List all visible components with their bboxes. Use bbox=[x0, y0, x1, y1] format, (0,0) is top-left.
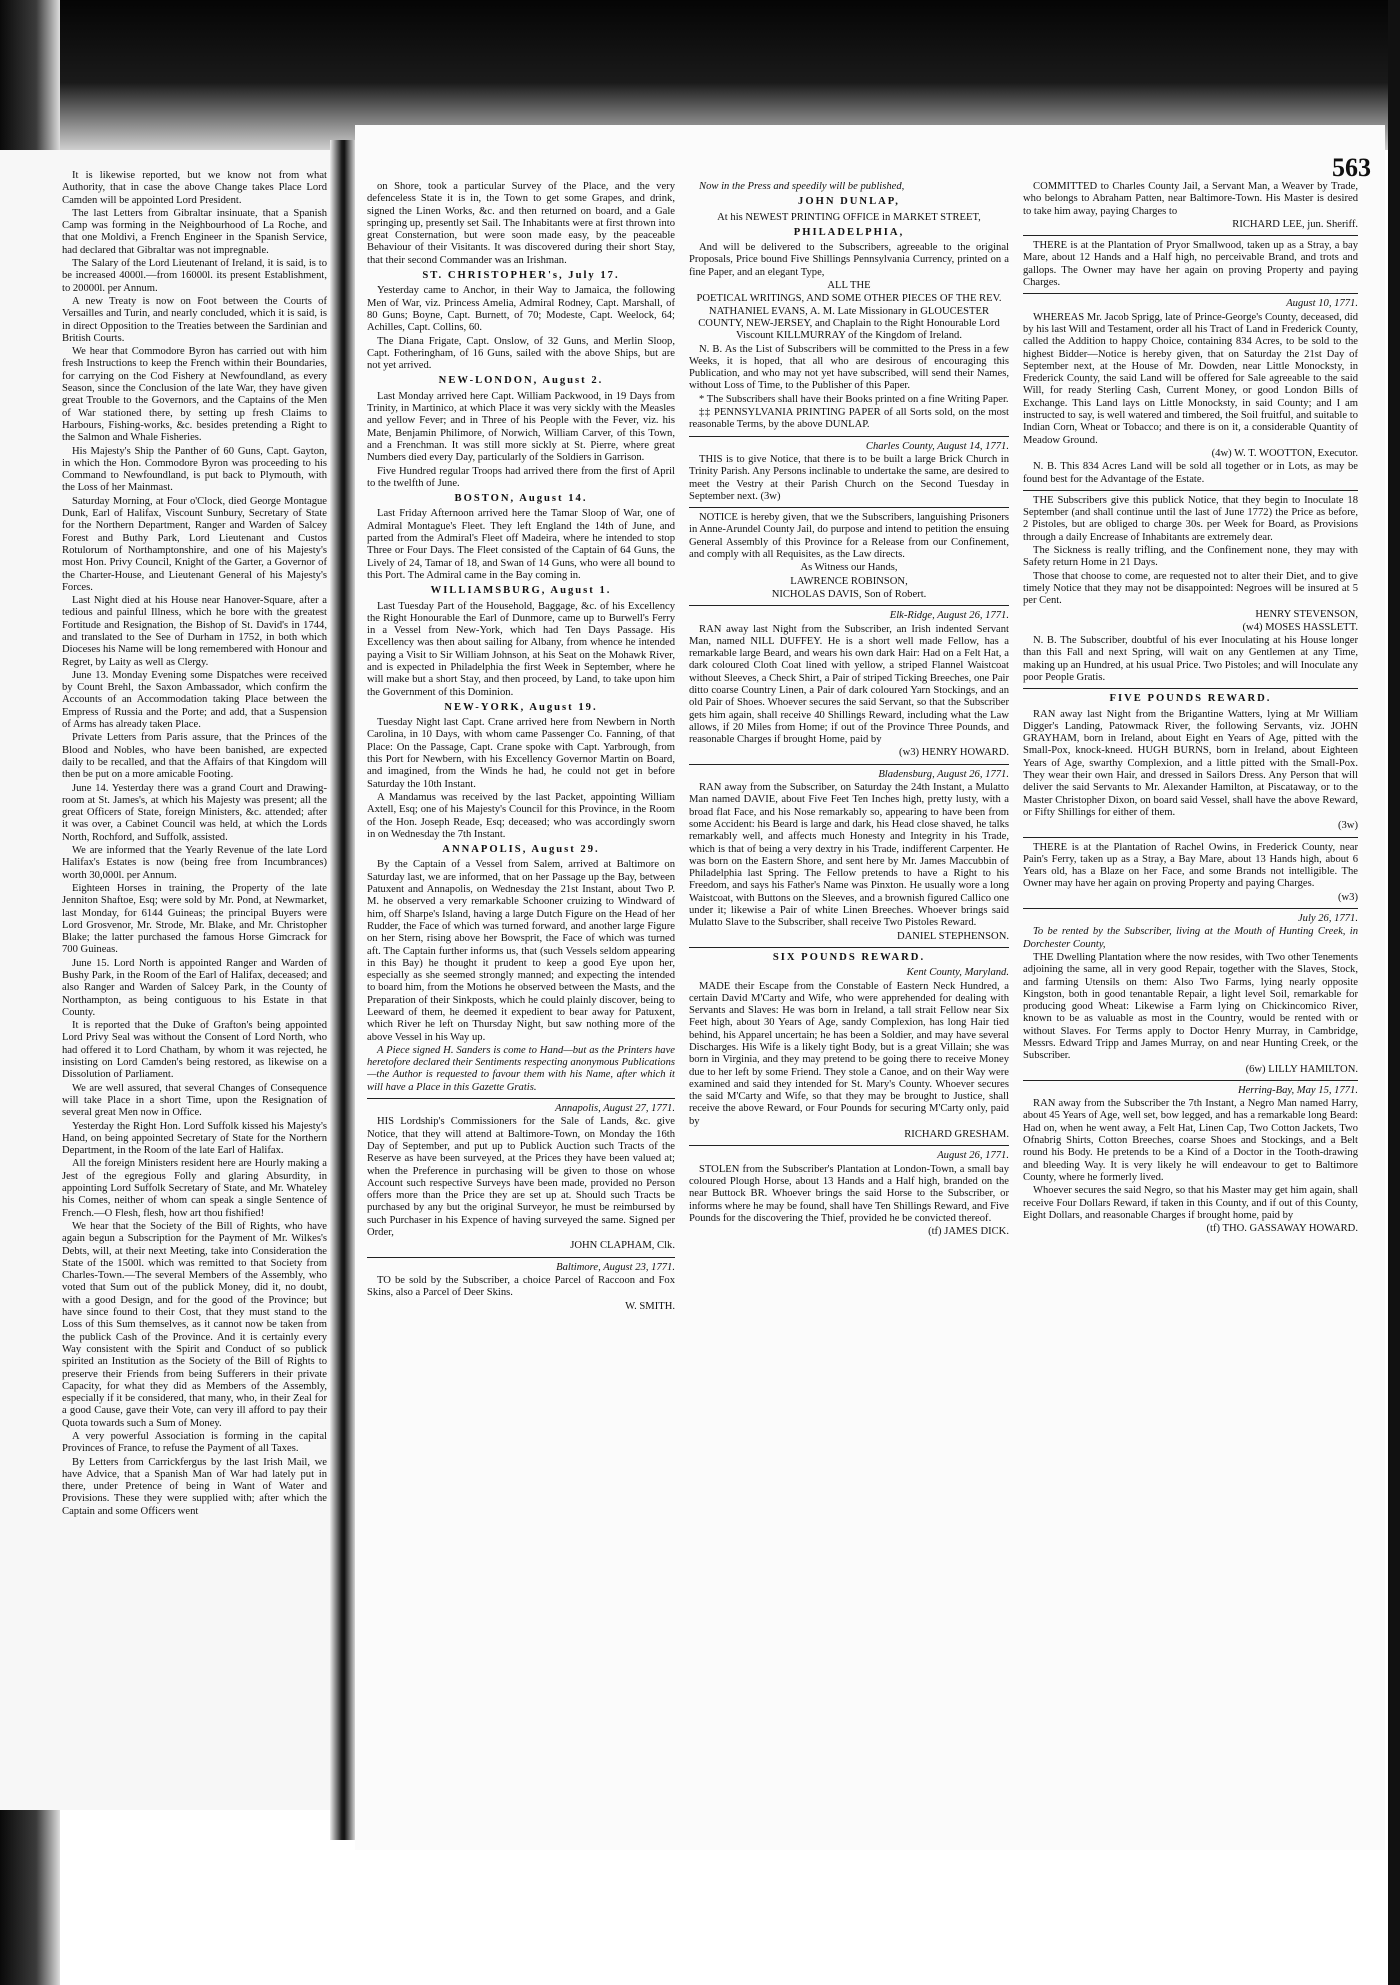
divider-rule bbox=[689, 764, 1009, 765]
text-paragraph: As Witness our Hands, bbox=[800, 562, 898, 574]
news-column-left bbox=[62, 170, 327, 1800]
text-paragraph: We are informed that the Yearly Revenue of the late Lord Halifax's Estates is now (being free from Incumbrances) worth 30,000l. per Annum. bbox=[62, 845, 327, 881]
text-paragraph: RAN away from the Subscriber, on Saturday the 24th Instant, a Mulatto Man named DAVIE, about Five Feet Ten Inches high, pretty lusty, with a broad flat Face, and his Nose remarkably so, appearing to have been from some Accident: his Beard is large and dark, his Head close shaved, he talks remarkably well, and affects much Honesty and Integrity in his Trade, which is that of being a very dextry in his Trade, indifferent Carpenter. He was born on the Eastern Shore, and sent here by Mr. James Maccubbin of Philadelphia last Spring. The Fellow pretends to have a Right to his Freedom, and says his Father's Name was Pinxton. He usually wore a long Waistcoat, with Buttons on the Sleeves, and a brownish figured Callico one under it; likewise a Pair of white Linen Breeches. Whoever brings said Mulatto Slave to the Subscriber, shall receive Two Pistoles Reward. bbox=[689, 782, 1009, 929]
section-heading: ANNAPOLIS, August 29. bbox=[442, 844, 600, 856]
dateline: Herring-Bay, May 15, 1771. bbox=[1237, 1084, 1358, 1096]
scan-shadow-right bbox=[1388, 0, 1400, 1985]
divider-rule bbox=[367, 1098, 675, 1099]
divider-rule bbox=[367, 1257, 675, 1258]
text-paragraph: We hear that Commodore Byron has carried out with him fresh Instructions to keep the French within their Boundaries, for carrying on the Cod Fishery at Newfoundland, as every Season, since the Conclusion of the late War, they have given great Trouble to the Governors, and the Captains of the Men of War stationed there, by setting up fresh Claims to Harbours, Fishing-works, &c. besides pretending a Right to the Salmon and Whale Fisheries. bbox=[62, 346, 327, 444]
text-paragraph: Now in the Press and speedily will be published, bbox=[699, 181, 905, 192]
signature: HENRY STEVENSON, bbox=[1255, 608, 1358, 620]
text-paragraph: Private Letters from Paris assure, that the Princes of the Blood and Nobles, who have been banished, are expected daily to be recalled, and that the Affairs of that Kingdom will then be put on a more amicable Footing. bbox=[62, 732, 327, 781]
text-paragraph: N. B. The Subscriber, doubtful of his ever Inoculating at his House longer than this Fall and next Spring, will wait on any Gentlemen at any Time, making up an Hundred, at his usual Price. Two Pistoles; and will Inoculate any poor People Gratis. bbox=[1023, 635, 1358, 683]
signature: (tf) JAMES DICK. bbox=[928, 1226, 1009, 1238]
text-paragraph: We are well assured, that several Changes of Consequence will take Place in a short Time, upon the Resignation of several great Men now in Office. bbox=[62, 1082, 327, 1119]
signature: W. SMITH. bbox=[625, 1300, 675, 1312]
text-paragraph: June 14. Yesterday there was a grand Court and Drawing-room at St. James's, at which his Majesty was present; all the great Officers of State, foreign Ministers, &c. attended; after it was over, a Cabinet Council was held, at which the Lords North, Rochford, and Suffolk, assisted. bbox=[62, 782, 327, 843]
section-heading: SIX POUNDS REWARD. bbox=[772, 951, 926, 963]
left-page bbox=[0, 150, 335, 1810]
text-paragraph: The Diana Frigate, Capt. Onslow, of 32 Guns, and Merlin Sloop, Capt. Fotheringham, of 16 Guns, sailed with the above Ships, but are not yet arrived. bbox=[367, 335, 675, 372]
text-paragraph: Last Monday arrived here Capt. William Packwood, in 19 Days from Trinity, in Martinico, at which Place it was very sickly with the Measles and yellow Fever; and in Three of his People with the Fever, viz. his Mate, Benjamin Philimore, of Norwich, William Carver, of this Town, and a Frenchman. It was still more sickly at St. Pierre, where great Numbers died every Day, particularly of the Soldiers in Garrison. bbox=[367, 390, 675, 464]
text-paragraph: RAN away last Night from the Subscriber, an Irish indented Servant Man, named NILL DUFFEY. He is a short well made Fellow, has a remarkable large Beard, and wears his own dark Hair: Had on a Felt Hat, a dark coloured Cloth Coat lined with yellow, a striped Flannel Waistcoat without Sleeves, a Check Shirt, a Pair of striped Ticking Breeches, one Pair ditto coarse Country Linen, a Pair of dark coloured Yarn Stockings, and an old Pair of Shoes. Whoever secures the said Servant, so that the Subscriber gets him again, shall receive 40 Shillings Reward, including what the Law allows, if 20 Miles from Home; if out of the Province Three Pounds, and reasonable Charges if brought Home, paid by bbox=[689, 623, 1009, 746]
text-paragraph: And will be delivered to the Subscribers, agreeable to the original Proposals, Price bound Five Shillings Pennsylvania Currency, printed on a fine Paper, and an elegant Type, bbox=[689, 242, 1009, 278]
section-heading: WILLIAMSBURG, August 1. bbox=[430, 585, 612, 597]
advert-column-center bbox=[689, 181, 1009, 1841]
divider-rule bbox=[1023, 490, 1358, 491]
text-paragraph: ‡‡ PENNSYLVANIA PRINTING PAPER of all Sorts sold, on the most reasonable Terms, by the above DUNLAP. bbox=[689, 407, 1009, 431]
signature: (w4) MOSES HASSLETT. bbox=[1242, 621, 1358, 633]
text-paragraph: THERE is at the Plantation of Rachel Owins, in Frederick County, near Pain's Ferry, taken up as a Stray, a Bay Mare, about 13 Hands high, about 6 Years old, has a Blaze on her Face, and some Brands not intelligible. The Owner may have her again on proving Property and paying Charges. bbox=[1023, 841, 1358, 890]
text-paragraph: THE Subscribers give this publick Notice, that they begin to Inoculate 18 September (and shall continue until the last of June 1772) the Price as before, 2 Pistoles, but are obliged to charge 30s. per Week for Board, as Provisions through a daily Encrease of Inhabitants are extremely dear. bbox=[1023, 494, 1358, 543]
text-paragraph: The Salary of the Lord Lieutenant of Ireland, it is said, is to be increased 4000l.—from 16000l. its present Establishment, to 20000l. per Annum. bbox=[62, 258, 327, 294]
dateline: Baltimore, August 23, 1771. bbox=[556, 1261, 675, 1273]
text-paragraph: Yesterday the Right Hon. Lord Suffolk kissed his Majesty's Hand, on being appointed Secretary of State for the Northern Department, in the Room of the late Earl of Halifax. bbox=[62, 1120, 327, 1157]
dateline: Kent County, Maryland. bbox=[906, 967, 1009, 979]
divider-rule bbox=[689, 1145, 1009, 1146]
signature: (w3) HENRY HOWARD. bbox=[899, 747, 1009, 759]
divider-rule bbox=[1023, 908, 1358, 909]
text-paragraph: HIS Lordship's Commissioners for the Sale of Lands, &c. give Notice, that they will attend at Baltimore-Town, on Monday the 16th Day of September, and put up to Publick Auction such Tracts of the Reserve as have been surveyed, at the Prices they have been valued at; when the Preference in purchasing will be given to those on whose Account such respective Surveys have been made, provided no Person offers more than the Price they are set up at. Should such Tracts be purchased by any but the original Surveyor, he must be reimbursed by such Purchaser in his Expence of having surveyed the same. Signed per Order, bbox=[367, 1116, 675, 1239]
text-paragraph: It is reported that the Duke of Grafton's being appointed Lord Privy Seal was without the Consent of Lord North, who had offered it to Lord Chatham, by whom it was rejected, he insisting on Lord Camden's being restored, as likewise on a Dissolution of Parliament. bbox=[62, 1020, 327, 1081]
text-paragraph: Whoever secures the said Negro, so that his Master may get him again, shall receive Four Dollars Reward, if taken in this County, and if out of this County, Eight Dollars, and reasonable Charges if brought home, paid by bbox=[1023, 1185, 1358, 1221]
text-paragraph: The last Letters from Gibraltar insinuate, that a Spanish Camp was forming in the Neighbourhood of La Roche, and that one Moldivi, a French Engineer in the Spanish Service, had declared that Gibraltar was not impregnable. bbox=[62, 207, 327, 256]
dateline: Elk-Ridge, August 26, 1771. bbox=[889, 610, 1009, 622]
dateline: July 26, 1771. bbox=[1297, 913, 1358, 925]
text-paragraph: LAWRENCE ROBINSON, bbox=[790, 575, 908, 587]
text-paragraph: STOLEN from the Subscriber's Plantation at London-Town, a small bay coloured Plough Horse, about 13 Hands and a Half high, branded on the near Buttock BR. Whoever brings the said Horse to the Subscriber, or informs where he may be found, shall have Ten Shillings Reward, and Five Pounds for the discovering the Thief, provided he be convicted thereof. bbox=[689, 1163, 1009, 1224]
text-paragraph: WHEREAS Mr. Jacob Sprigg, late of Prince-George's County, deceased, did by his last Will and Testament, order all his Tract of Land in Frederick County, called the Addition to happy Choice, containing 834 Acres, to be sold to the highest Bidder—Notice is hereby given, that on Saturday the 21st Day of September next, at the House of Mr. Dowden, near Little Monocksty, in Frederick County, the said Land will be offered for Sale agreeable to the said Will, for ready Sterling Cash, Current Money, or good London Bills of Exchange. This Land lays on Little Monocksty, in said County; and I am instructed to say, is well watered and timbered, the Soil fruitful, and suitable to Indian Corn, Wheat or Tobacco; and there is on it, a considerable Quantity of Meadow Ground. bbox=[1023, 311, 1358, 446]
text-paragraph: Last Friday Afternoon arrived here the Tamar Sloop of War, one of Admiral Montague's Fleet. They left England the 14th of June, and parted from the Admiral's Fleet off Madeira, where he intended to stop Three or Four Days. The Fleet consisted of the Captain of 64 Guns, the Lively of 24, Tamar of 18, and Swan of 14 Guns, who were all bound to this Port. The Admiral came in the Bay coming in. bbox=[367, 508, 675, 581]
signature: RICHARD GRESHAM. bbox=[904, 1129, 1009, 1141]
signature: (3w) bbox=[1337, 820, 1358, 832]
text-paragraph: Eighteen Horses in training, the Property of the late Jenniton Shaftoe, Esq; were sold by Mr. Pond, at Newmarket, last Monday, for 6144 Guineas; the principal Buyers were Lord Grosvenor, Mr. Strode, Mr. Blake, and Mr. Christopher Blake; the latter purchased the famous Horse Gimcrack for 700 Guineas. bbox=[62, 882, 327, 956]
text-paragraph: RAN away last Night from the Brigantine Watters, lying at Mr William Digger's Landing, Patowmack River, the following Servants, viz. JOHN GRAYHAM, born in Ireland, about Eight en Years of Age, pitted with the Small-Pox, knock-kneed. HUGH BURNS, born in Ireland, about Eighteen Years of Age, swarthy Complexion, and a little pitted with the Small-Pox. They wear their own Hair, and dressed in Sailors Dress. Any Person that will deliver the said Servants to Mr. Alexander Hamilton, at Piscataway, or to the Master Christopher Dixon, on board said Vessel, shall have the above Reward, or Fifty Shillings for either of them. bbox=[1023, 708, 1358, 818]
dateline: Bladensburg, August 26, 1771. bbox=[878, 768, 1009, 780]
text-paragraph: THIS is to give Notice, that there is to be built a large Brick Church in Trinity Parish. Any Persons inclinable to undertake the same, are desired to meet the Vestry at their Parish Church on the Second Tuesday in September next. (3w) bbox=[689, 453, 1009, 502]
text-paragraph: N. B. As the List of Subscribers will be committed to the Press in a few Weeks, it is hoped, that all who are desirous of encouraging this Publication, and who may not yet have subscribed, will send their Names, without Loss of Time, to the Publisher of this Paper. bbox=[689, 343, 1009, 392]
text-paragraph: NICHOLAS DAVIS, Son of Robert. bbox=[771, 588, 927, 600]
text-paragraph: on Shore, took a particular Survey of the Place, and the very defenceless State it is in, the Town to get some Grapes, and drink, signed the Linen Works, &c. and then returned on board, and a Gale springing up, presently set Sail. The Inhabitants were at first thrown into great Consternation, but were soon made easy, by the peaceable Behaviour of their Visitants. It was discovered during their short Stay, that their second Commander was an Irishman. bbox=[367, 181, 675, 266]
right-page bbox=[355, 125, 1385, 1850]
signature: JOHN CLAPHAM, Clk. bbox=[570, 1240, 675, 1252]
text-paragraph: TO be sold by the Subscriber, a choice Parcel of Raccoon and Fox Skins, also a Parcel of Deer Skins. bbox=[367, 1274, 675, 1299]
text-paragraph: NOTICE is hereby given, that we the Subscribers, languishing Prisoners in Anne-Arundel County Jail, do purpose and intend to petition the ensuing General Assembly of this Province for a Release from our Confinement, and comply with all Requisites, as the Law directs. bbox=[689, 512, 1009, 561]
book-gutter bbox=[330, 140, 356, 1840]
text-paragraph: By Letters from Carrickfergus by the last Irish Mail, we have Advice, that a Spanish Man of War had lately put in there, under Pretence of being in Want of Water and Provisions. These they were supplied with; after which the Captain and some Officers went bbox=[62, 1456, 327, 1517]
dateline: Annapolis, August 27, 1771. bbox=[555, 1103, 675, 1115]
signature: (w3) bbox=[1337, 891, 1358, 903]
news-column-middle bbox=[367, 181, 675, 1841]
divider-rule bbox=[1023, 688, 1358, 689]
dateline: Charles County, August 14, 1771. bbox=[865, 440, 1009, 452]
text-paragraph: * The Subscribers shall have their Books printed on a fine Writing Paper. bbox=[699, 393, 1009, 405]
text-paragraph: COMMITTED to Charles County Jail, a Servant Man, a Weaver by Trade, who belongs to Abraham Patten, near Baltimore-Town. His Master is desired to take him away, paying Charges to bbox=[1023, 181, 1358, 217]
section-heading: BOSTON, August 14. bbox=[454, 493, 588, 505]
text-paragraph: All the foreign Ministers resident here are Hourly making a Jest of the egregious Folly and glaring Absurdity, in appointing Lord Suffolk Secretary of State, and Mr. Whateley his Comes, neither of whom can speak a single Sentence of French.—O Flesh, flesh, how art thou fishified! bbox=[62, 1158, 327, 1219]
dateline: August 26, 1771. bbox=[937, 1150, 1009, 1162]
text-paragraph: A Mandamus was received by the last Packet, appointing William Axtell, Esq; one of his Majesty's Council for this Province, in the Room of the Hon. Joseph Reade, Esq; deceased; who was accordingly sworn in on Wednesday the 7th Instant. bbox=[367, 791, 675, 840]
text-paragraph: June 15. Lord North is appointed Ranger and Warden of Bushy Park, in the Room of the Earl of Halifax, deceased; and also Ranger and Warden of Salcey Park, in the County of Northampton, as being contiguous to his Estate in that County. bbox=[62, 957, 327, 1018]
dateline: August 10, 1771. bbox=[1286, 298, 1358, 310]
text-paragraph: Last Tuesday Part of the Household, Baggage, &c. of his Excellency the Right Honourable the Earl of Dunmore, came up to Burwell's Ferry in a Vessel from New-York, which had Ten Days Passage. His Excellency was then about sailing for Albany, from whence he intended paying a Visit to Sir William Johnson, at his Seat on the Mohawk River, and is expected in Philadelphia the first Week in September, where he will make but a short Stay, and then proceed, by Land, to take upon him the Government of this Dominion. bbox=[367, 600, 675, 698]
text-paragraph: The Sickness is really trifling, and the Confinement none, they may with Safety return Home in 21 Days. bbox=[1023, 545, 1358, 569]
text-paragraph: MADE their Escape from the Constable of Eastern Neck Hundred, a certain David M'Carty and Wife, who were apprehended for dealing with Servants and Slaves: He was born in Ireland, a tall strait Fellow near Six Feet high, about 30 Years of Age, sandy Complexion, has long Hair tied behind, his Apparel uncertain; he has been a Soldier, and may have several Discharges. His Wife is a likely tight Body, but is a great Villain; she was born in Virginia, and they may pretend to be going there to receive Money due to her left by some Friend. They stole a Canoe, and on their Way were examined and said they intended for St. Mary's County. Whoever secures the said M'Carty and Wife, so that they may be brought to Justice, shall receive the above Reward, or Four Pounds for securing M'Carty only, paid by bbox=[689, 980, 1009, 1127]
text-paragraph: N. B. This 834 Acres Land will be sold all together or in Lots, as may be found best for the Advantage of the Estate. bbox=[1023, 461, 1358, 485]
signature: (tf) THO. GASSAWAY HOWARD. bbox=[1206, 1223, 1358, 1235]
text-paragraph: Tuesday Night last Capt. Crane arrived here from Newbern in North Carolina, in 10 Days, with whom came Passenger Co. Fanning, of that Place: On the Passage, Capt. Crane spoke with Capt. Yarbrough, from this Port for Newbern, with his Excellency Governor Martin on Board, and imagined, from the Winds he had, he could not get in before Saturday the 10th Instant. bbox=[367, 717, 675, 790]
advert-column-right bbox=[1023, 181, 1358, 1841]
signature: (6w) LILLY HAMILTON. bbox=[1245, 1063, 1358, 1075]
section-heading: NEW-LONDON, August 2. bbox=[438, 375, 604, 387]
section-heading: FIVE POUNDS REWARD. bbox=[1109, 693, 1272, 705]
section-heading: ST. CHRISTOPHER's, July 17. bbox=[422, 270, 620, 282]
section-heading: JOHN DUNLAP, bbox=[798, 196, 900, 208]
section-heading: PHILADELPHIA, bbox=[793, 226, 905, 238]
divider-rule bbox=[1023, 235, 1358, 236]
text-paragraph: RAN away from the Subscriber the 7th Instant, a Negro Man named Harry, about 45 Years of Age, well set, bow legged, and has a remarkable long Beard: Had on, when he went away, a Felt Hat, Linen Cap, Two Cotton Jackets, Two Ofnabrig Shirts, Cotton Breeches, coarse Shoes and Stockings, and a Belt round his Body. He pretends to be a Kind of a Doctor in the Tooth-drawing and bleeding Way. It is very likely he will endeavour to get to Baltimore County, where he formerly lived. bbox=[1023, 1098, 1358, 1183]
divider-rule bbox=[1023, 293, 1358, 294]
text-paragraph: THERE is at the Plantation of Pryor Smallwood, taken up as a Stray, a bay Mare, about 12 Hands and a Half high, no perceivable Brand, and trots and gallops. The Owner may have her again on proving Property and paying Charges. bbox=[1023, 240, 1358, 289]
signature: (4w) W. T. WOOTTON, Executor. bbox=[1211, 447, 1358, 459]
text-paragraph: THE Dwelling Plantation where the now resides, with Two other Tenements adjoining the same, all in very good Repair, together with the Slaves, Stock, and farming Utensils on them: Also Two Farms, lying nearly opposite Kingston, both in good tenantable Repair, a light level Soil, remarkable for producing good Wheat: Likewise a Farm lying on Chickincomico River, known to be as valuable as most in the Country, would be rented with or without Slaves. For Terms apply to Doctor Henry Murray, in Cambridge, Messrs. Edward Tripp and James Murray, on and near Hunting Creek, or the Subscriber. bbox=[1023, 951, 1358, 1062]
signature: RICHARD LEE, jun. Sheriff. bbox=[1232, 218, 1358, 230]
text-paragraph: By the Captain of a Vessel from Salem, arrived at Baltimore on Saturday last, we are informed, that on her Passage up the Bay, between Patuxent and Annapolis, on Wednesday the 21st Instant, about Two P. M. he observed a very remarkable Schooner cruizing to Windward of him, off Sharpe's Island, having a large Dutch Figure on the Head of her Rudder, the Face of which was turned forward, and another large Figure on her Stern, rising above her Bowsprit, the Face of which was turned aft. The Captain further informs us, that (such Vessels seldom appearing in this Bay) he thought it prudent to keep a good Eye upon her, especially as she seemed strongly manned; and expecting the intended to board him, from the Motions he observed between the Masts, and the Preparation of their Sinkposts, which he could plainly discover, being to Leeward of them, he deemed it expedient to bear away for Patuxent, which River he left on Thursday Night, but saw nothing more of the above Vessel in his Way up. bbox=[367, 859, 675, 1043]
signature: DANIEL STEPHENSON. bbox=[896, 930, 1009, 942]
text-paragraph: POETICAL WRITINGS, AND SOME OTHER PIECES OF THE REV. NATHANIEL EVANS, A. M. Late Missionary in GLOUCESTER COUNTY, NEW-JERSEY, and Chaplain to the Right Honourable Lord Viscount KILLMURRAY of the Kingdom of Ireland. bbox=[696, 293, 1002, 342]
text-paragraph: June 13. Monday Evening some Dispatches were received by Count Brehl, the Saxon Ambassador, which confirm the Accounts of an Accommodation taking Place between the Empress of Russia and the Porte; and add, that a Suspension of Arms has already taken Place. bbox=[62, 669, 327, 731]
page-number: 563 bbox=[1332, 153, 1371, 182]
text-paragraph: Saturday Morning, at Four o'Clock, died George Montague Dunk, Earl of Halifax, Viscount Sunbury, Secretary of State for the Northern Department, Ranger and Warden of Salcey Forest and Buthy Park, Lord Lieutenant and Custos Rotulorum of Northamptonshire, and one of his Majesty's most Hon. Privy Council, Knight of the Garter, a Governor of the Charter-House, and Lieutenant General of his Majesty's Forces. bbox=[62, 495, 327, 593]
text-paragraph: A Piece signed H. Sanders is come to Hand—but as the Printers have heretofore declared their Sentiments respecting anonymous Publications—the Author is requested to favour them with his Name, after which it will have a Place in this Gazette Gratis. bbox=[367, 1044, 675, 1093]
divider-rule bbox=[689, 947, 1009, 948]
divider-rule bbox=[1023, 1080, 1358, 1081]
text-paragraph: To be rented by the Subscriber, living at the Mouth of Hunting Creek, in Dorchester County, bbox=[1023, 926, 1358, 950]
divider-rule bbox=[1023, 837, 1358, 838]
text-paragraph: A very powerful Association is forming in the capital Provinces of France, to refuse the Payment of all Taxes. bbox=[62, 1430, 327, 1455]
text-paragraph: At his NEWEST PRINTING OFFICE in MARKET STREET, bbox=[717, 211, 981, 223]
text-paragraph: A new Treaty is now on Foot between the Courts of Versailles and Turin, and nearly concluded, which it is said, is in direct Opposition to the Treaties between the Sardinian and British Courts. bbox=[62, 295, 327, 344]
text-paragraph: We hear that the Society of the Bill of Rights, who have again begun a Subscription for the Payment of Mr. Wilkes's Debts, will, at their next Meeting, take into Consideration the State of the 1500l. which was remitted to that Society from Charles-Town.—The several Members of the Assembly, who voted that Sum out of the publick Money, did it, no doubt, with a good Design, and for the good of the Province; but have since found to their Cost, that they must stand to the Loss of this Sum themselves, as it cannot now be taken from the publick Cash of the Province. And it is certainly every Way consistent with the Spirit and Conduct of so publick spirited an Institution as the Society of the Bill of Rights to preserve their Friends from being Sufferers in their private Capacity, for what they did as Members of the Assembly, especially if it be considered, that many, who, in their Zeal for a good Cause, gave their Vote, can very ill afford to pay their Quota towards such a Sum of Money. bbox=[62, 1220, 327, 1429]
text-paragraph: Yesterday came to Anchor, in their Way to Jamaica, the following Men of War, viz. Princess Amelia, Admiral Rodney, Capt. Marshall, of 80 Guns; Boyne, Capt. Burnett, of 70; Modeste, Capt. Weelock, 64; Achilles, Capt. Collins, 60. bbox=[367, 285, 675, 334]
divider-rule bbox=[689, 605, 1009, 606]
text-paragraph: Five Hundred regular Troops had arrived there from the first of April to the twelfth of June. bbox=[367, 465, 675, 489]
section-heading: NEW-YORK, August 19. bbox=[444, 701, 598, 713]
text-paragraph: ALL THE bbox=[827, 280, 871, 292]
text-paragraph: It is likewise reported, but we know not from what Authority, that in case the above Change takes Place Lord Camden will be appointed Lord President. bbox=[62, 170, 327, 206]
text-paragraph: His Majesty's Ship the Panther of 60 Guns, Capt. Gayton, in which the Hon. Commodore Byron was proceeding to his Command to Newfoundland, is put back to Plymouth, with the Loss of her Mainmast. bbox=[62, 445, 327, 494]
divider-rule bbox=[689, 436, 1009, 437]
divider-rule bbox=[689, 507, 1009, 508]
text-paragraph: Those that choose to come, are requested not to alter their Diet, and to give timely Notice that they may not be disappointed: Negroes will be insured at 5 per Cent. bbox=[1023, 570, 1358, 607]
text-paragraph: Last Night died at his House near Hanover-Square, after a tedious and painful Illness, which he bore with the greatest Fortitude and Resignation, the Bishop of St. David's in 1744, and translated to the See of Durham in 1752, in both which Dioceses his Name will be long remembered with Honour and Regret, by Laity as well as Clergy. bbox=[62, 595, 327, 668]
